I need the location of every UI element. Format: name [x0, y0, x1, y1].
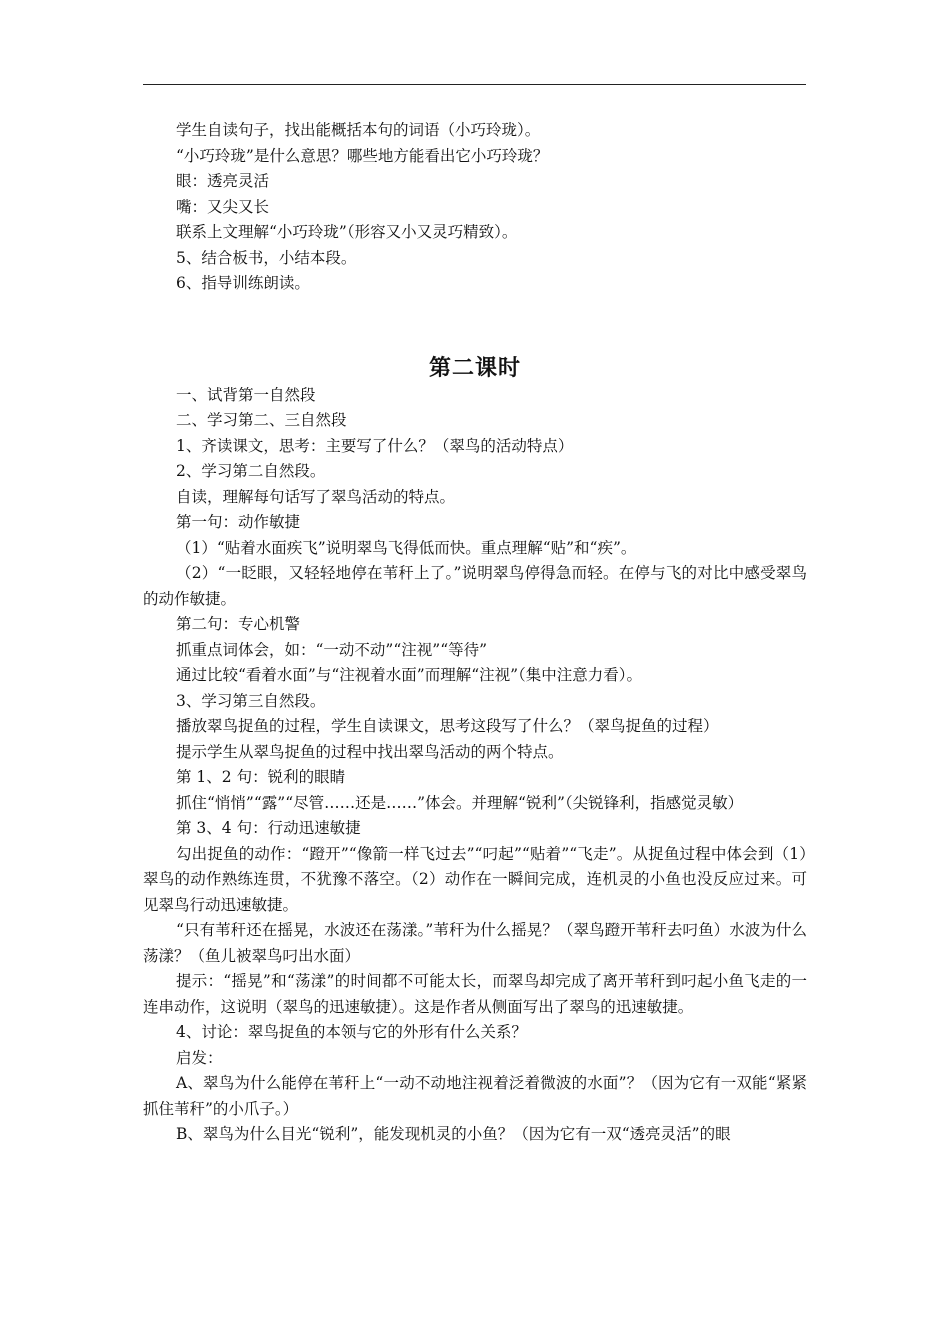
paragraph: 播放翠鸟捉鱼的过程，学生自读课文，思考这段写了什么？（翠鸟捉鱼的过程）	[176, 717, 719, 735]
paragraph: 第 1、2 句：锐利的眼睛	[176, 768, 346, 786]
paragraph: 二、学习第二、三自然段	[176, 411, 347, 429]
paragraph: 提示学生从翠鸟捉鱼的过程中找出翠鸟活动的两个特点。	[176, 742, 564, 761]
paragraph: B、翠鸟为什么目光“锐利”，能发现机灵的小鱼？（因为它有一双“透亮灵活”的眼	[176, 1125, 731, 1143]
paragraph: （1）“贴着水面疾飞”说明翠鸟飞得低而快。重点理解“贴”和“疾”。	[176, 538, 637, 557]
paragraph: 抓重点词体会，如：“一动不动”“注视”“等待”	[176, 640, 488, 659]
paragraph: 第二句：专心机警	[176, 615, 301, 633]
paragraph: 勾出捉鱼的动作：“蹬开”“像箭一样飞过去”“叼起”“贴着”“飞走”。从捉鱼过程中体会到（1）翠鸟的动作熟练连贯，不犹豫不落空。（2）动作在一瞬间完成，连机灵的小鱼也没反应过来。可见翠鸟行动迅速敏捷。	[143, 844, 807, 914]
paragraph: 提示：“摇晃”和“荡漾”的时间都不可能太长，而翠鸟却完成了离开苇秆到叼起小鱼飞走的一连串动作，这说明（翠鸟的迅速敏捷）。这是作者从侧面写出了翠鸟的迅速敏捷。	[143, 972, 807, 1016]
paragraph: 通过比较“看着水面”与“注视着水面”而理解“注视”（集中注意力看）。	[176, 666, 643, 684]
paragraph: 2、学习第二自然段。	[176, 462, 326, 480]
paragraph: 眼：透亮灵活	[176, 172, 270, 190]
document-body	[143, 118, 807, 1148]
paragraph: 第 3、4 句：行动迅速敏捷	[176, 819, 361, 837]
paragraph: A、翠鸟为什么能停在苇秆上“一动不动地注视着泛着微波的水面”？（因为它有一双能“紧紧抓住苇秆”的小爪子。）	[143, 1074, 807, 1118]
paragraph: “小巧玲珑”是什么意思？哪些地方能看出它小巧玲珑？	[176, 146, 549, 165]
paragraph: 嘴：又尖又长	[176, 197, 270, 216]
paragraph: “只有苇秆还在摇晃，水波还在荡漾。”苇秆为什么摇晃？（翠鸟蹬开苇秆去叼鱼）水波为什么荡漾？（鱼儿被翠鸟叼出水面）	[143, 921, 807, 965]
section-title: 第二课时	[428, 355, 521, 381]
paragraph: 一、试背第一自然段	[176, 385, 316, 404]
paragraph: 启发：	[176, 1048, 223, 1067]
paragraph: （2）“一眨眼，又轻轻地停在苇秆上了。”说明翠鸟停得急而轻。在停与飞的对比中感受翠鸟的动作敏捷。	[143, 564, 807, 608]
paragraph: 5、结合板书，小结本段。	[176, 248, 357, 267]
paragraph: 6、指导训练朗读。	[176, 274, 310, 292]
paragraph: 4、讨论：翠鸟捉鱼的本领与它的外形有什么关系？	[176, 1023, 527, 1041]
paragraph: 学生自读句子，找出能概括本句的词语（小巧玲珑）。	[176, 121, 541, 139]
paragraph: 联系上文理解“小巧玲珑”（形容又小又灵巧精致）。	[176, 223, 518, 241]
paragraph: 第一句：动作敏捷	[176, 513, 301, 531]
section-gap	[143, 297, 807, 355]
paragraph: 3、学习第三自然段。	[176, 691, 326, 710]
paragraph: 1、齐读课文，思考：主要写了什么？（翠鸟的活动特点）	[176, 436, 574, 455]
header-rule	[143, 84, 806, 85]
paragraph: 抓住“悄悄”“露”“尽管……还是……”体会。并理解“锐利”（尖锐锋利，指感觉灵敏）	[176, 793, 744, 812]
paragraph: 自读，理解每句话写了翠鸟活动的特点。	[176, 487, 456, 506]
